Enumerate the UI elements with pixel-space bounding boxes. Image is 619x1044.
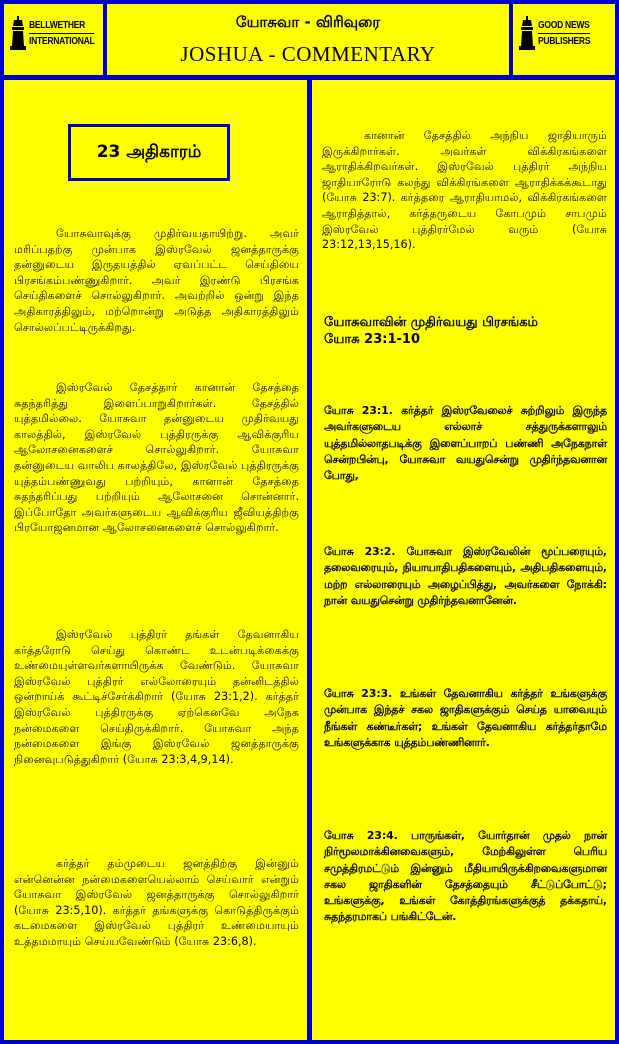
section-heading-title: யோசுவாவின் முதிர்வயது பிரசங்கம் <box>324 315 539 330</box>
chapter-title-box <box>68 124 230 181</box>
verse: யோசு 23:2. யோசுவா இஸ்ரவேலின் மூப்பரையும், தலைவரையும், நியாயாதிபதிகளையும், அதிபதிகளையும், மற்ற எல்லாரையும் அழைப்பித்து, அவர்களை நோக்கி: நான் வயதுசென்று முதிர்ந்தவனானேன். <box>324 545 607 607</box>
paragraph: இஸ்ரவேல் புத்திரர் தங்கள் தேவனாகிய கர்த்தரோடு செய்து கொண்ட உடன்படிக்கைக்கு உண்மையுள்ளவர்களாயிருக்க வேண்டும். யோசுவா இஸ்ரவேல் புத்திரர் எல்லோரையும் தன்னிடத்தில் ஒன்றாய்க் கூட்டிச்சேர்க்கிறார் (யோசு 23:1,2). கர்த்தர் இஸ்ரவேல் புத்திரருக்கு ஏற்கெனவே அநேக நன்மைகளை செய்திருக்கிறார். யோசுவா அந்த நன்மைகளை இங்கு இஸ்ரவேல் ஜனத்தாருக்கு நினைவுபடுத்துகிறார் (யோசு 23:3,4,9,14). <box>14 628 299 766</box>
verse: யோசு 23:4. பாருங்கள், யோர்தான் முதல் நான் நிர்மூலமாக்கினவைகளும், மேற்கிலுள்ள பெரிய சமுத்திரமட்டும் இன்னும் மீதியாயிருக்கிறவைகளுமான சகல ஜாதிகளின் தேசத்தையும் சீட்டுப்போட்டு; உங்களுக்கு, உங்கள் கோத்திரங்களுக்குத் தக்கதாய், சுதந்தரமாகப் பங்கிட்டேன். <box>324 829 607 924</box>
chapter-title: 23 அதிகாரம் <box>96 141 202 162</box>
left-logo-line2: INTERNATIONAL <box>29 35 95 47</box>
right-column <box>312 80 615 1040</box>
paragraph: இஸ்ரவேல் தேசத்தார் கானான் தேசத்தை சுதந்தரித்து இளைப்பாறுகிறார்கள். தேசத்தில் யுத்தமில்லை. யோசுவா தன்னுடைய முதிர்வயது காலத்தில், இஸ்ரவேல் புத்திரருக்கு ஆவிக்குரிய ஆலோசனைகளைச் சொல்லுகிறார். யோசுவா தன்னுடைய வாலிப காலத்திலே, இஸ்ரவேல் புத்திரருக்கு யுத்தம்பண்ணுவது பற்றியும், கானான் தேசத்தை சுதந்தரிப்பது பற்றியும் ஆலோசனை சொன்னார். இப்போதோ அவர்களுடைய ஆவிக்குரிய ஜீவியத்திற்கு பிரயோஜனமான ஆலோசனைகளைச் சொல்லுகிறார். <box>14 381 299 535</box>
right-logo-line2: PUBLISHERS <box>538 35 591 47</box>
verse: யோசு 23:3. உங்கள் தேவனாகிய கர்த்தர் உங்களுக்கு முன்பாக இந்தச் சகல ஜாதிகளுக்கும் செய்த யாவையும் நீங்கள் கண்டீர்கள்; உங்கள் தேவனாகிய கர்த்தர்தாமே உங்களுக்காக யுத்தம்பண்ணினார். <box>324 687 607 749</box>
section-heading <box>324 314 607 348</box>
bellwether-tower-icon <box>10 16 26 50</box>
bellwether-tower-icon <box>519 16 535 50</box>
left-logo-line1: BELLWETHER <box>29 18 94 34</box>
intro-paragraph: யோசுவாவுக்கு முதிர்வயதாயிற்று. அவர் மரிப்பதற்கு முன்பாக இஸ்ரவேல் ஜனத்தாருக்கு தன்னுடைய இருதயத்தில் ஏவப்பட்ட செய்தியை பிரசங்கம்பண்ணுகிறார். அவர் இரண்டு பிரசங்க செய்திகளைச் சொல்லுகிறார். அவற்றில் ஒன்று இந்த அதிகாரத்திலும், மற்றொன்று அடுத்த அதிகாரத்திலும் சொல்லப்பட்டிருக்கிறது. <box>14 227 299 334</box>
left-column <box>4 80 307 1040</box>
title-english: JOSHUA - COMMENTARY <box>180 42 436 66</box>
verse: யோசு 23:1. கர்த்தர் இஸ்ரவேலைச் சுற்றிலும் இருந்த அவர்களுடைய எல்லாச் சத்துருக்களாலும் யுத்தமில்லாதபடிக்கு இளைப்பாறப் பண்ணி அநேகநாள் சென்றபின்பு, யோசுவா வயதுசென்று முதிர்ந்தவனான போது, <box>324 404 607 483</box>
title-tamil: யோசுவா - விரிவுரை <box>235 13 381 31</box>
right-logo-line1: GOOD NEWS <box>538 18 590 34</box>
section-heading-reference: யோசு 23:1-10 <box>324 332 420 347</box>
publisher-logo-left <box>4 4 103 75</box>
page-header <box>107 4 509 75</box>
paragraph: கர்த்தர் தம்முடைய ஜனத்திற்கு இன்னும் என்னென்ன நன்மைகளையெல்லாம் செய்வார் என்றும் யோசுவா இஸ்ரவேல் ஜனத்தாருக்கு சொல்லுகிறார் (யோசு 23:5,10). கர்த்தர் தங்களுக்கு கொடுத்திருக்கும் கடமைகளை இஸ்ரவேல் புத்திரர் உண்மையாயும் உத்தமமாயும் செய்யவேண்டும் (யோசு 23:6,8). <box>14 857 299 948</box>
intro-paragraph: கானான் தேசத்தில் அந்நிய ஜாதியாரும் இருக்கிறார்கள். அவர்கள் விக்கிரகங்களை ஆராதிக்கிறவர்கள். இஸ்ரவேல் புத்திரர் அந்நிய ஜாதியாரோடு கலந்து விக்கிரங்களை ஆராதிக்கக்கூடாது (யோசு 23:7). கர்த்தரை ஆராதியாமல், விக்கிரகங்களை ஆராதித்தால், கர்த்தருடைய கோபமும் சாபமும் இஸ்ரவேல் புத்திரர்மேல் வரும் (யோசு 23:12,13,15,16). <box>322 129 607 252</box>
publisher-logo-right <box>513 4 615 75</box>
